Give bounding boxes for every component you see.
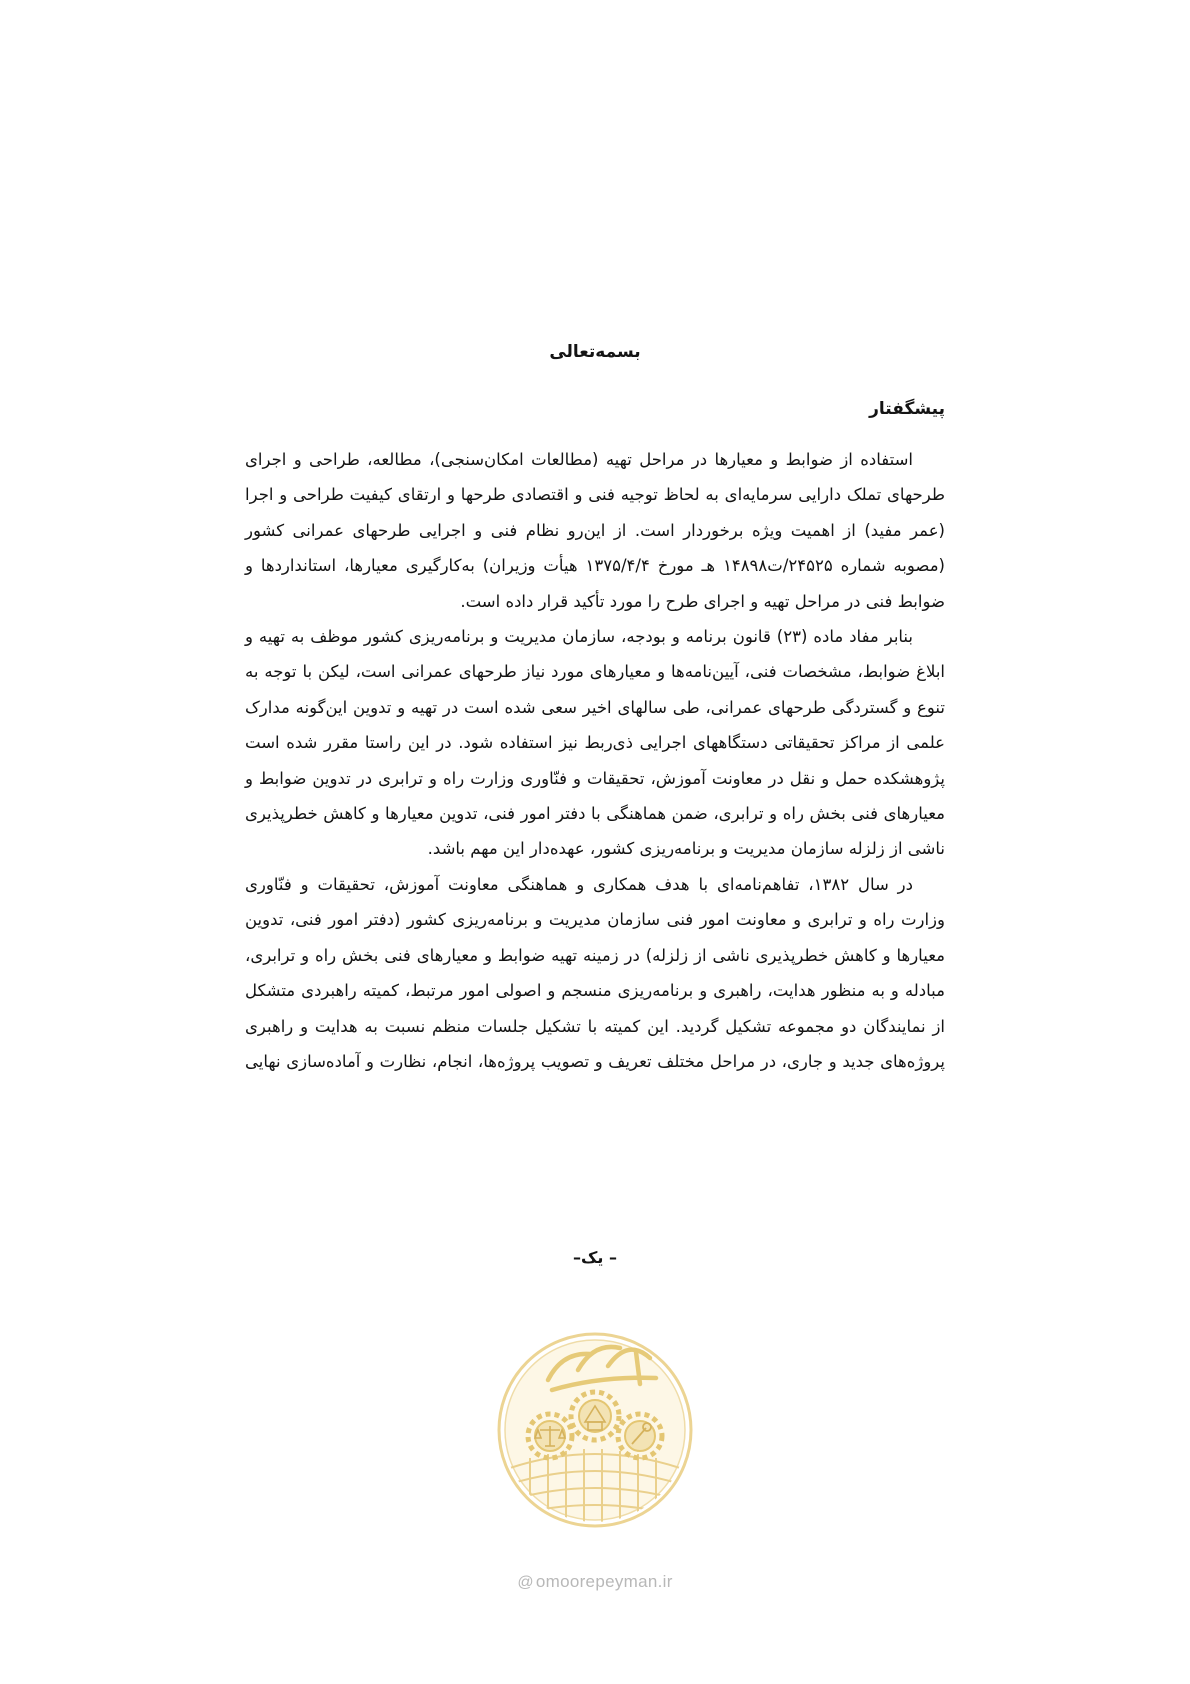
document-body bbox=[245, 400, 945, 1079]
at-sign-icon: @ bbox=[517, 1574, 534, 1591]
paragraph-2: بنابر مفاد ماده (۲۳) قانون برنامه و بودجه، سازمان مدیریت و برنامه‌ریزی کشور موظف به تهیه و ابلاغ ضوابط، مشخصات فنی، آیین‌نامه‌ها و معیارهای مورد نیاز طرحهای عمرانی است، لیکن با توجه به تنوع و گستردگی طرحهای عمرانی، طی سالهای اخیر سعی شده است در تهیه و تدوین این‌گونه مدارک علمی از مراکز تحقیقاتی دستگاههای اجرایی ذی‌ربط نیز استفاده شود. در این راستا مقرر شده است پژوهشکده حمل و نقل در معاونت آموزش، تحقیقات و فنّاوری وزارت راه و ترابری در تدوین ضوابط و معیارهای فنی بخش راه و ترابری، ضمن هماهنگی با دفتر امور فنی، تدوین معیارها و کاهش خطرپذیری ناشی از زلزله سازمان مدیریت و برنامه‌ریزی کشور، عهده‌دار این مهم باشد. bbox=[245, 627, 945, 859]
invocation-header: بسمه‌تعالی bbox=[549, 342, 641, 362]
watermark-seal-logo bbox=[490, 1318, 700, 1578]
paragraph-1: استفاده از ضوابط و معیارها در مراحل تهیه (مطالعات امکان‌سنجی)، مطالعه، طراحی و اجرای طرحهای تملک دارایی سرمایه‌ای به لحاظ توجیه فنی و اقتصادی طرحها و ارتقای کیفیت طراحی و اجرا (عمر مفید) از اهمیت ویژه برخوردار است. از این‌رو نظام فنی و اجرایی طرحهای عمرانی کشور (مصوبه شماره ۲۴۵۲۵/ت۱۴۸۹۸ هـ مورخ ۱۳۷۵/۴/۴ هیأت وزیران) به‌کارگیری معیارها، استانداردها و ضوابط فنی در مراحل تهیه و اجرای طرح را مورد تأکید قرار داده است. bbox=[245, 450, 945, 611]
watermark-url-text: omoorepeyman.ir bbox=[535, 1572, 673, 1591]
section-title: پیشگفتار bbox=[869, 399, 945, 419]
watermark-url bbox=[0, 1572, 1190, 1592]
page-number: – یک– bbox=[573, 1248, 617, 1267]
paragraph-3: در سال ۱۳۸۲، تفاهم‌نامه‌ای با هدف همکاری و هماهنگی معاونت آموزش، تحقیقات و فنّاوری وزارت راه و ترابری و معاونت امور فنی سازمان مدیریت و برنامه‌ریزی کشور (دفتر امور فنی، تدوین معیارها و کاهش خطرپذیری ناشی از زلزله) در زمینه تهیه ضوابط و معیارهای فنی بخش راه و ترابری، مبادله و به منظور هدایت، راهبری و برنامه‌ریزی منسجم و اصولی امور مرتبط، کمیته راهبردی متشکل از نمایندگان دو مجموعه تشکیل گردید. این کمیته با تشکیل جلسات منظم نسبت به هدایت و راهبری پروژه‌های جدید و جاری، در مراحل مختلف تعریف و تصویب پروژه‌ها، انجام، نظارت و آماده‌سازی نهایی bbox=[245, 874, 945, 1071]
